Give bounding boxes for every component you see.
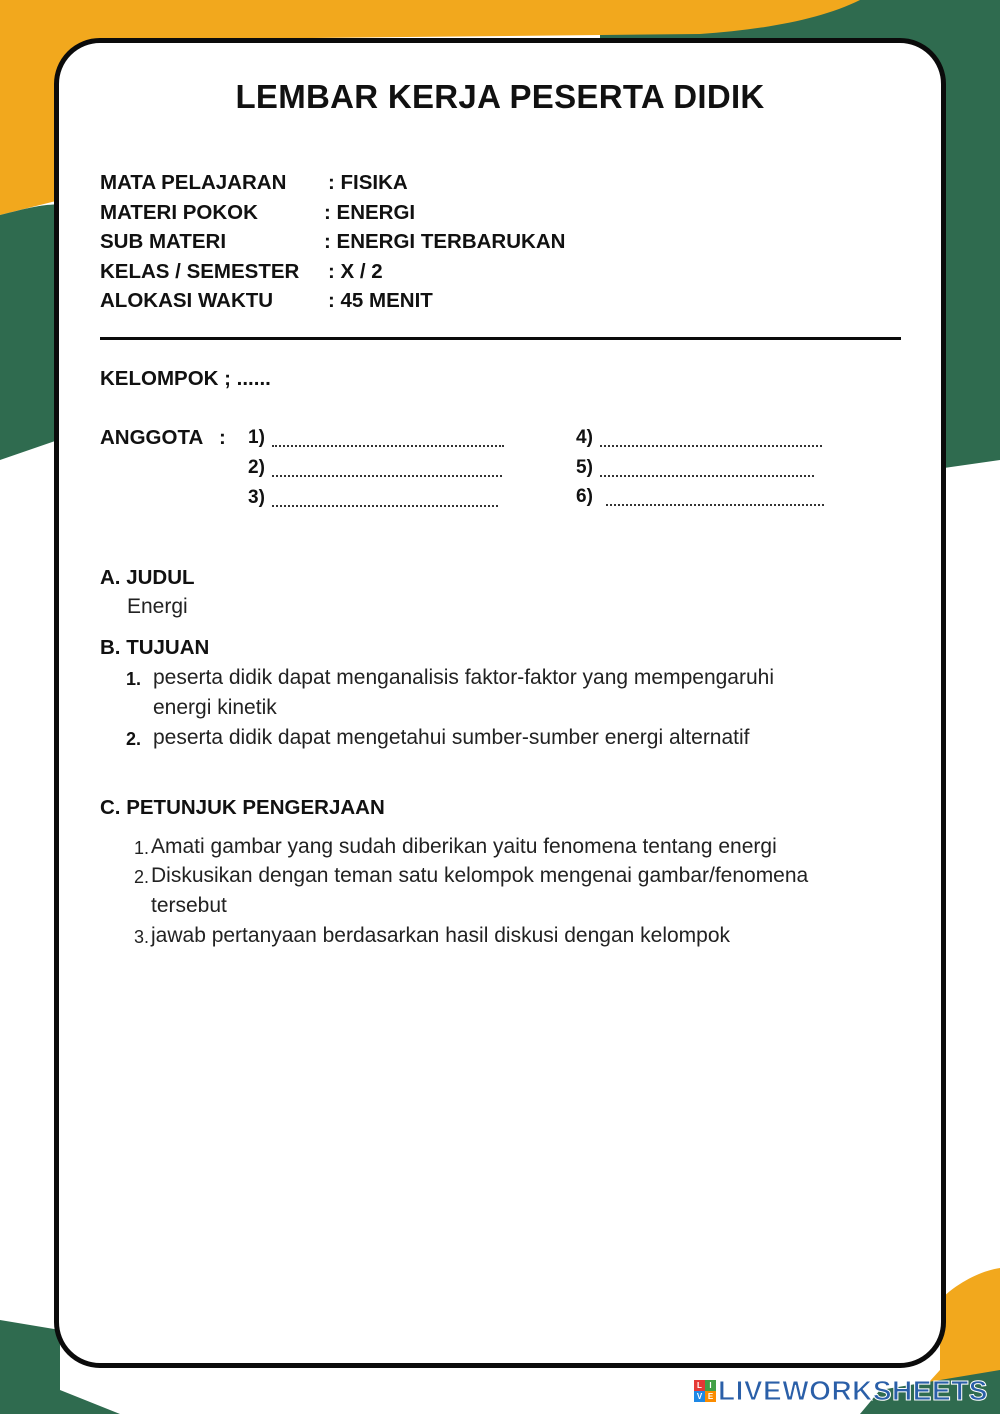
member-field-1[interactable] [248, 427, 265, 449]
list-number: 1. [126, 669, 142, 689]
member-number: 6) [576, 486, 593, 507]
info-value: : ENERGI TERBARUKAN [324, 230, 566, 253]
list-item-line: jawab pertanyaan berdasarkan hasil diskusi dengan kelompok [151, 924, 731, 947]
info-label: MATERI POKOK [100, 200, 258, 224]
member-field-3[interactable] [248, 487, 265, 509]
member-blank-line [600, 475, 814, 477]
list-number: 2. [134, 867, 150, 887]
section-a-text: Energi [127, 595, 188, 618]
member-blank-line [272, 445, 504, 447]
member-blank-line [272, 475, 502, 477]
list-number: 3. [134, 927, 150, 947]
member-field-2[interactable] [248, 457, 265, 479]
info-value: : X / 2 [328, 259, 383, 283]
members-colon: : [219, 426, 226, 449]
member-number: 3) [248, 487, 265, 508]
member-number: 5) [576, 457, 593, 478]
watermark-text: LIVEWORKSHEETS [718, 1375, 988, 1406]
info-value: : ENERGI [324, 200, 416, 224]
list-item-line: peserta didik dapat mengetahui sumber-sumber energi alternatif [153, 726, 750, 749]
section-b-heading: B. TUJUAN [100, 636, 210, 659]
group-field[interactable]: KELOMPOK ; ...... [100, 367, 271, 390]
list-item-line: Amati gambar yang sudah diberikan yaitu fenomena tentang energi [151, 835, 777, 858]
member-field-5[interactable] [576, 457, 593, 479]
info-value: : FISIKA [328, 171, 408, 194]
list-item-line: energi kinetik [153, 696, 277, 719]
section-c-heading: C. PETUNJUK PENGERJAAN [100, 796, 385, 819]
member-blank-line [600, 445, 822, 447]
list-item-line: peserta didik dapat menganalisis faktor-faktor yang mempengaruhi [153, 666, 775, 689]
info-label: ALOKASI WAKTU [100, 289, 274, 312]
info-label: SUB MATERI [100, 230, 227, 253]
info-value: : 45 MENIT [328, 289, 433, 312]
list-item-line: tersebut [151, 894, 227, 917]
member-field-4[interactable] [576, 427, 593, 449]
members-label: ANGGOTA [100, 426, 204, 449]
list-number: 1. [134, 838, 150, 858]
info-label: KELAS / SEMESTER [100, 259, 300, 283]
liveworksheets-watermark [694, 1374, 988, 1408]
member-number: 1) [248, 427, 265, 448]
member-field-6[interactable] [576, 486, 593, 508]
liveworksheets-logo-icon: L I V E [694, 1380, 716, 1402]
divider-rule [100, 337, 901, 340]
member-blank-line [272, 505, 498, 507]
list-item-line: Diskusikan dengan teman satu kelompok mengenai gambar/fenomena [151, 864, 809, 887]
member-number: 2) [248, 457, 265, 478]
section-a-heading: A. JUDUL [100, 566, 195, 589]
page-title: LEMBAR KERJA PESERTA DIDIK [235, 78, 765, 115]
member-blank-line [606, 504, 824, 506]
info-label: MATA PELAJARAN [100, 171, 287, 194]
member-number: 4) [576, 427, 593, 448]
list-number: 2. [126, 729, 142, 749]
